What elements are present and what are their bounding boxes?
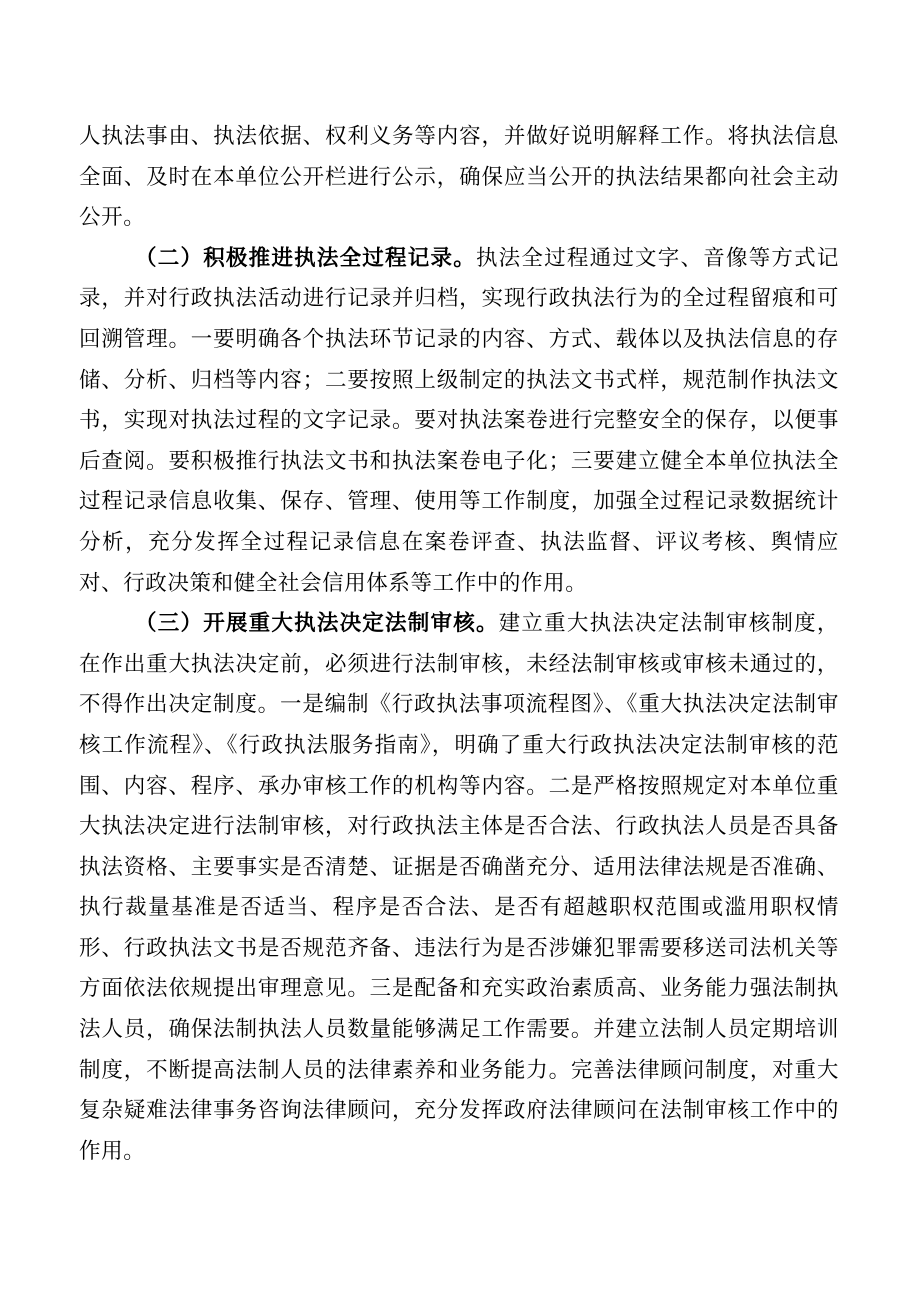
section-2-text: 执法全过程通过文字、音像等方式记录，并对行政执法活动进行记录并归档，实现行政执法行为的全过程留痕和可回溯管理。一要明确各个执法环节记录的内容、方式、载体以及执法信息的存储、分析、归档等内容；二要按照上级制定的执法文书式样，规范制作执法文书，实现对执法过程的文字记录。要对执法案卷进行完整安全的保存，以便事后查阅。要积极推行执法文书和执法案卷电子化；三要建立健全本单位执法全过程记录信息收集、保存、管理、使用等工作制度，加强全过程记录数据统计分析，充分发挥全过程记录信息在案卷评查、执法监督、评议考核、舆情应对、行政决策和健全社会信用体系等工作中的作用。 [79, 245, 839, 596]
section-3-text: 建立重大执法决定法制审核制度，在作出重大执法决定前，必须进行法制审核，未经法制审核或审核未通过的，不得作出决定制度。一是编制《行政执法事项流程图》、《重大执法决定法制审核工作流程》、《行政执法服务指南》，明确了重大行政执法决定法制审核的范围、内容、程序、承办审核工作的机构等内容。二是严格按照规定对本单位重大执法决定进行法制审核，对行政执法主体是否合法、行政执法人员是否具备执法资格、主要事实是否清楚、证据是否确凿充分、适用法律法规是否准确、执行裁量基准是否适当、程序是否合法、是否有超越职权范围或滥用职权情形、行政执法文书是否规范齐备、违法行为是否涉嫌犯罪需要移送司法机关等方面依法依规提出审理意见。三是配备和充实政治素质高、业务能力强法制执法人员，确保法制执法人员数量能够满足工作需要。并建立法制人员定期培训制度，不断提高法制人员的法律素养和业务能力。完善法律顾问制度，对重大复杂疑难法律事务咨询法律顾问，充分发挥政府法律顾问在法制审核工作中的作用。 [79, 611, 839, 1164]
section-3-heading: （三）开展重大执法决定法制审核。 [135, 611, 499, 637]
paragraph-1-text: 人执法事由、执法依据、权利义务等内容，并做好说明解释工作。将执法信息全面、及时在本单位公开栏进行公示，确保应当公开的执法结果都向社会主动公开。 [79, 124, 839, 231]
paragraph-section-3 [79, 604, 839, 1172]
paragraph-section-2 [79, 239, 839, 604]
document-page [79, 117, 839, 1172]
paragraph-continuation [79, 117, 839, 239]
section-2-heading: （二）积极推进执法全过程记录。 [135, 245, 476, 271]
